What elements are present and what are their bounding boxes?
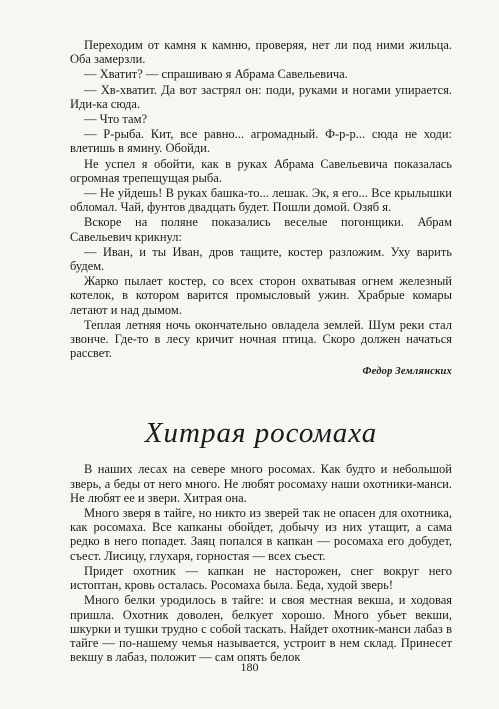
author-signature: Федор Землянских <box>362 366 452 378</box>
paragraph: Придет охотник — капкан не насторожен, снег вокруг него истоптан, кровь осталась. Росомаха была. Беда, худой зверь! <box>70 563 452 593</box>
paragraph: Не успел я обойти, как в руках Абрама Савельевича показалась огромная трепещущая рыба. <box>70 156 452 185</box>
paragraph: — Не уйдешь! В руках башка-то... лешак. Эк, я его... Все крылышки обломал. Чай, фунтов двадцать будет. Пошли домой. Озяб я. <box>70 186 452 215</box>
paragraph: Теплая летняя ночь окончательно овладела землей. Шум реки стал звонче. Где-то в лесу кричит ночная птица. Скоро должен начаться рассвет. <box>70 317 452 361</box>
paragraph: Много белки уродилось в тайге: и своя местная векша, и ходовая пришла. Охотник доволен, белкует хорошо. Много убьет векши, шкурки и тушки трудно с собой таскать. Найдет охотник-манси лабаз в тайге — по-нашему чемья называется, устроит в нем склад. Принесет векшу в лабаз, положит — сам опять белок <box>70 593 452 665</box>
paragraph: — Иван, и ты Иван, дров тащите, костер разложим. Уху варить будем. <box>70 244 452 274</box>
story-fishing <box>70 38 452 377</box>
paragraph: — Что там? <box>84 112 148 127</box>
page-body <box>70 38 452 665</box>
paragraph: В наших лесах на севере много росомах. Как будто и небольшой зверь, а беды от него много. Не любят росомаху наши охотники-манси. Не любят ее и звери. Хитрая она. <box>70 462 452 505</box>
paragraph: Вскоре на поляне показались веселые погонщики. Абрам Савельевич крикнул: <box>70 215 452 244</box>
paragraph: Переходим от камня к камню, проверяя, нет ли под ними жильца. Оба замерзли. <box>70 38 452 67</box>
paragraph: Жарко пылает костер, со всех сторон охватывая огнем железный котелок, в котором варится промысловый ужин. Храбрые комары летают и над дымом. <box>70 274 452 317</box>
paragraph: — Хватит? — спрашиваю я Абрама Савельевича. <box>84 67 348 82</box>
paragraph: — Р-рыба. Кит, все равно... агромадный. Ф-р-р... сюда не ходи: влетишь в ямину. Обойди. <box>70 127 452 156</box>
page-number: 180 <box>240 660 259 674</box>
paragraph: Много зверя в тайге, но никто из зверей так не опасен для охотника, как росомаха. Все капканы обойдет, добычу из них утащит, а сама редко в него попадет. Заяц попался в капкан — росомаха его добудет, съест. Лисицу, глухаря, горностая — всех съест. <box>70 506 452 563</box>
story-wolverine <box>70 462 452 664</box>
paragraph: — Хв-хватит. Да вот застрял он: поди, руками и ногами упирается. Иди-ка сюда. <box>70 82 452 111</box>
story-title: Хитрая росомаха <box>144 417 378 450</box>
